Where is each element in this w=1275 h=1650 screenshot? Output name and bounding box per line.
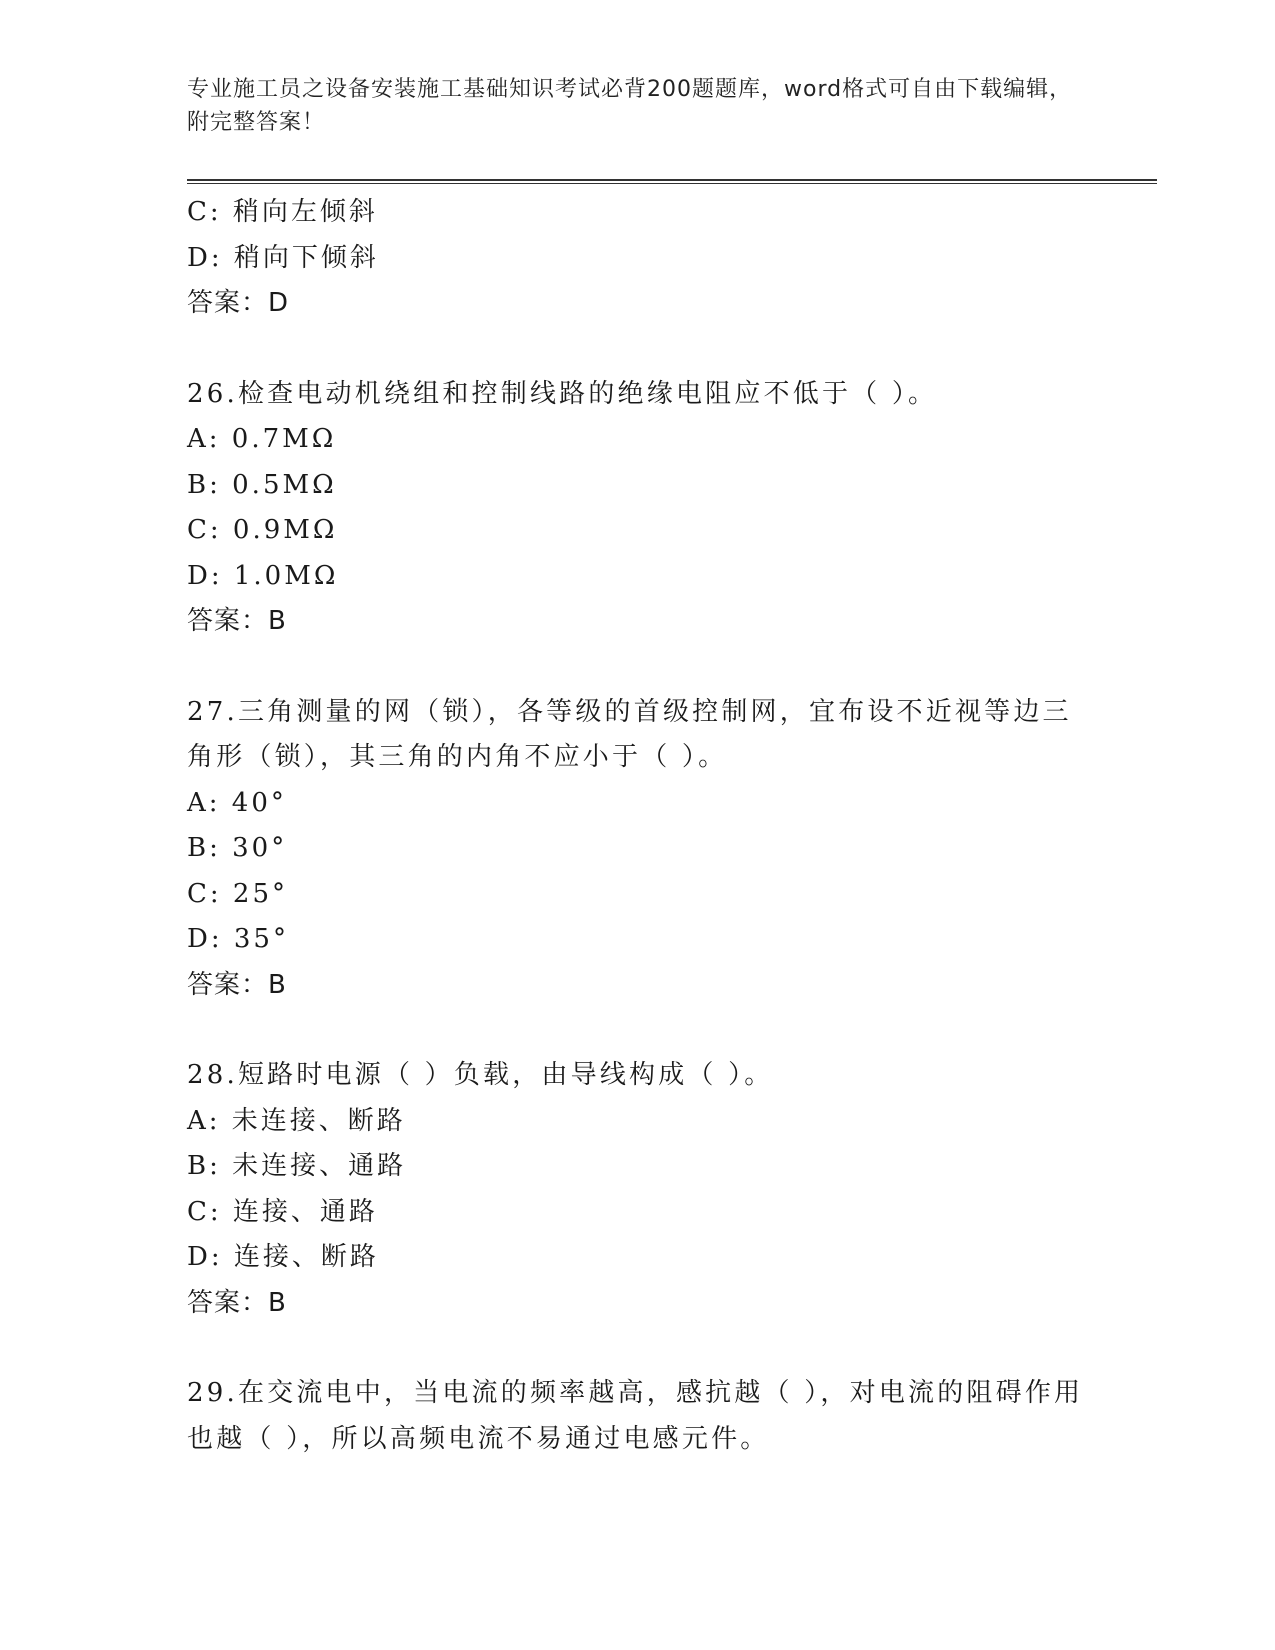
header-divider-thick — [187, 179, 1157, 181]
option-c: C: 连接、通路 — [187, 1196, 378, 1227]
option-a: A: 未连接、断路 — [187, 1105, 406, 1136]
option-a: A: 40° — [187, 787, 287, 818]
option-d: D: 1.0MΩ — [187, 560, 339, 591]
option-b: B: 0.5MΩ — [187, 469, 337, 500]
option-d: D: 35° — [187, 924, 289, 954]
answer-line: 答案：B — [187, 606, 287, 636]
option-a: A: 0.7MΩ — [187, 424, 337, 454]
option-b: B: 未连接、通路 — [187, 1151, 407, 1181]
question-block-28 — [187, 1053, 1087, 1326]
question-block-25 — [187, 190, 1087, 327]
option-b: B: 30° — [187, 833, 288, 863]
option-c: C: 稍向左倾斜 — [187, 197, 378, 227]
question-block-26 — [187, 372, 1087, 645]
document-header: 专业施工员之设备安装施工基础知识考试必背200题题库，word格式可自由下载编辑，附完整答案！ — [187, 77, 1073, 135]
question-block-27 — [187, 690, 1087, 1009]
question-text: 29.在交流电中，当电流的频率越高，感抗越（ ），对电流的阻碍作用也越（ ），所以高频电流不易通过电感元件。 — [187, 1378, 1084, 1454]
answer-line: 答案：B — [187, 969, 287, 1000]
answer-line: 答案：B — [187, 1287, 287, 1318]
question-list — [187, 190, 1087, 1462]
question-text: 27.三角测量的网（锁），各等级的首级控制网，宜布设不近视等边三角形（锁），其三角的内角不应小于（ ）。 — [187, 696, 1072, 772]
option-c: C: 25° — [187, 878, 289, 909]
option-d: D: 连接、断路 — [187, 1242, 379, 1272]
question-text: 28.短路时电源（ ）负载，由导线构成（ ）。 — [187, 1060, 774, 1090]
question-text: 26.检查电动机绕组和控制线路的绝缘电阻应不低于（ ）。 — [187, 378, 938, 409]
header-divider-thin — [187, 183, 1157, 184]
answer-line: 答案：D — [187, 288, 290, 318]
option-c: C: 0.9MΩ — [187, 515, 338, 545]
option-d: D: 稍向下倾斜 — [187, 242, 379, 273]
question-block-29 — [187, 1371, 1087, 1462]
